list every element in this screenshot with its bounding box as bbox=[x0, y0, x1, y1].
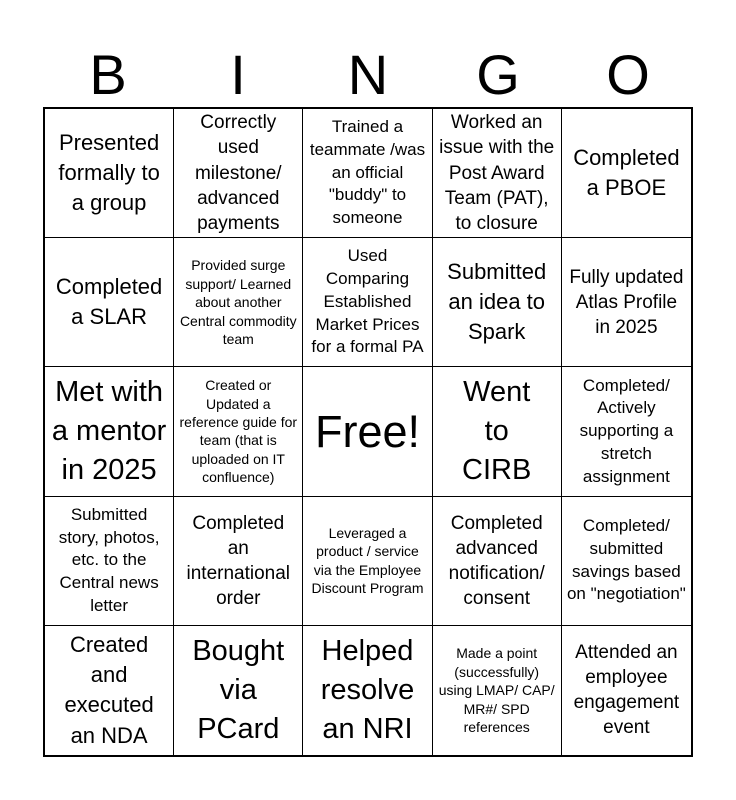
bingo-header bbox=[43, 40, 693, 110]
bingo-cell-r4-c1[interactable] bbox=[45, 497, 174, 626]
bingo-cell-r1-c1[interactable] bbox=[45, 109, 174, 238]
bingo-cell-free[interactable] bbox=[303, 367, 432, 496]
bingo-cell-text: Created and executed an NDA bbox=[64, 631, 154, 748]
bingo-cell-r4-c4[interactable] bbox=[433, 497, 562, 626]
bingo-cell-text: Provided surge support/ Learned about another Central commodity team bbox=[179, 257, 297, 347]
bingo-cell-r1-c2[interactable] bbox=[174, 109, 303, 238]
bingo-cell-r3-c4[interactable] bbox=[433, 367, 562, 496]
bingo-cell-text: Attended an employee engagement event bbox=[573, 642, 680, 739]
bingo-cell-text: Presented formally to a group bbox=[58, 129, 160, 216]
bingo-cell-text: Correctly used milestone/ advanced payments bbox=[194, 112, 282, 234]
header-letter-g: G bbox=[476, 43, 520, 106]
bingo-cell-text: Completed/ submitted savings based on "negotiation" bbox=[566, 516, 686, 604]
free-space-label: Free! bbox=[314, 405, 420, 457]
bingo-cell-text: Completed an international order bbox=[186, 512, 291, 609]
bingo-cell-r5-c3[interactable] bbox=[303, 626, 432, 755]
bingo-cell-text: Completed a PBOE bbox=[573, 144, 680, 201]
bingo-board bbox=[43, 107, 693, 757]
bingo-cell-r4-c3[interactable] bbox=[303, 497, 432, 626]
bingo-cell-text: Helped resolve an NRI bbox=[320, 635, 415, 745]
bingo-cell-r2-c4[interactable] bbox=[433, 238, 562, 367]
bingo-cell-text: Completed advanced notification/ consent bbox=[448, 512, 545, 609]
bingo-cell-r2-c2[interactable] bbox=[174, 238, 303, 367]
bingo-cell-r2-c5[interactable] bbox=[562, 238, 691, 367]
header-letter-b: B bbox=[89, 43, 127, 106]
bingo-cell-text: Made a point (successfully) using LMAP/ CAP/ MR#/ SPD references bbox=[438, 645, 555, 736]
bingo-cell-r1-c4[interactable] bbox=[433, 109, 562, 238]
bingo-cell-r5-c5[interactable] bbox=[562, 626, 691, 755]
bingo-cell-r3-c1[interactable] bbox=[45, 367, 174, 496]
bingo-cell-text: Bought via PCard bbox=[192, 635, 285, 745]
bingo-cell-r1-c3[interactable] bbox=[303, 109, 432, 238]
bingo-cell-text: Created or Updated a reference guide for team (that is uploaded on IT confluence) bbox=[179, 377, 298, 486]
bingo-cell-text: Used Comparing Established Market Prices for a formal PA bbox=[311, 246, 424, 357]
bingo-cell-text: Submitted an idea to Spark bbox=[447, 258, 547, 345]
bingo-cell-text: Went to CIRB bbox=[462, 376, 532, 486]
bingo-cell-text: Completed a SLAR bbox=[55, 273, 163, 330]
bingo-cell-text: Fully updated Atlas Profile in 2025 bbox=[569, 266, 684, 338]
bingo-cell-text: Submitted story, photos, etc. to the Central news letter bbox=[58, 504, 160, 615]
header-letter-n: N bbox=[347, 43, 389, 106]
bingo-cell-r5-c2[interactable] bbox=[174, 626, 303, 755]
bingo-cell-r3-c2[interactable] bbox=[174, 367, 303, 496]
bingo-cell-text: Completed/ Actively supporting a stretch assignment bbox=[579, 375, 674, 486]
header-letter-i: I bbox=[230, 43, 246, 106]
bingo-cell-text: Leveraged a product / service via the Employee Discount Program bbox=[311, 524, 424, 597]
header-letter-o: O bbox=[606, 43, 650, 106]
bingo-cell-r2-c3[interactable] bbox=[303, 238, 432, 367]
bingo-cell-r4-c5[interactable] bbox=[562, 497, 691, 626]
bingo-cell-r4-c2[interactable] bbox=[174, 497, 303, 626]
bingo-cell-r2-c1[interactable] bbox=[45, 238, 174, 367]
bingo-cell-r5-c4[interactable] bbox=[433, 626, 562, 755]
bingo-cell-r5-c1[interactable] bbox=[45, 626, 174, 755]
bingo-cell-text: Trained a teammate /was an official "buddy" to someone bbox=[309, 117, 426, 228]
bingo-cell-text: Met with a mentor in 2025 bbox=[51, 376, 167, 486]
bingo-cell-r3-c5[interactable] bbox=[562, 367, 691, 496]
bingo-cell-text: Worked an issue with the Post Award Team (PAT), to closure bbox=[439, 112, 555, 234]
bingo-cell-r1-c5[interactable] bbox=[562, 109, 691, 238]
